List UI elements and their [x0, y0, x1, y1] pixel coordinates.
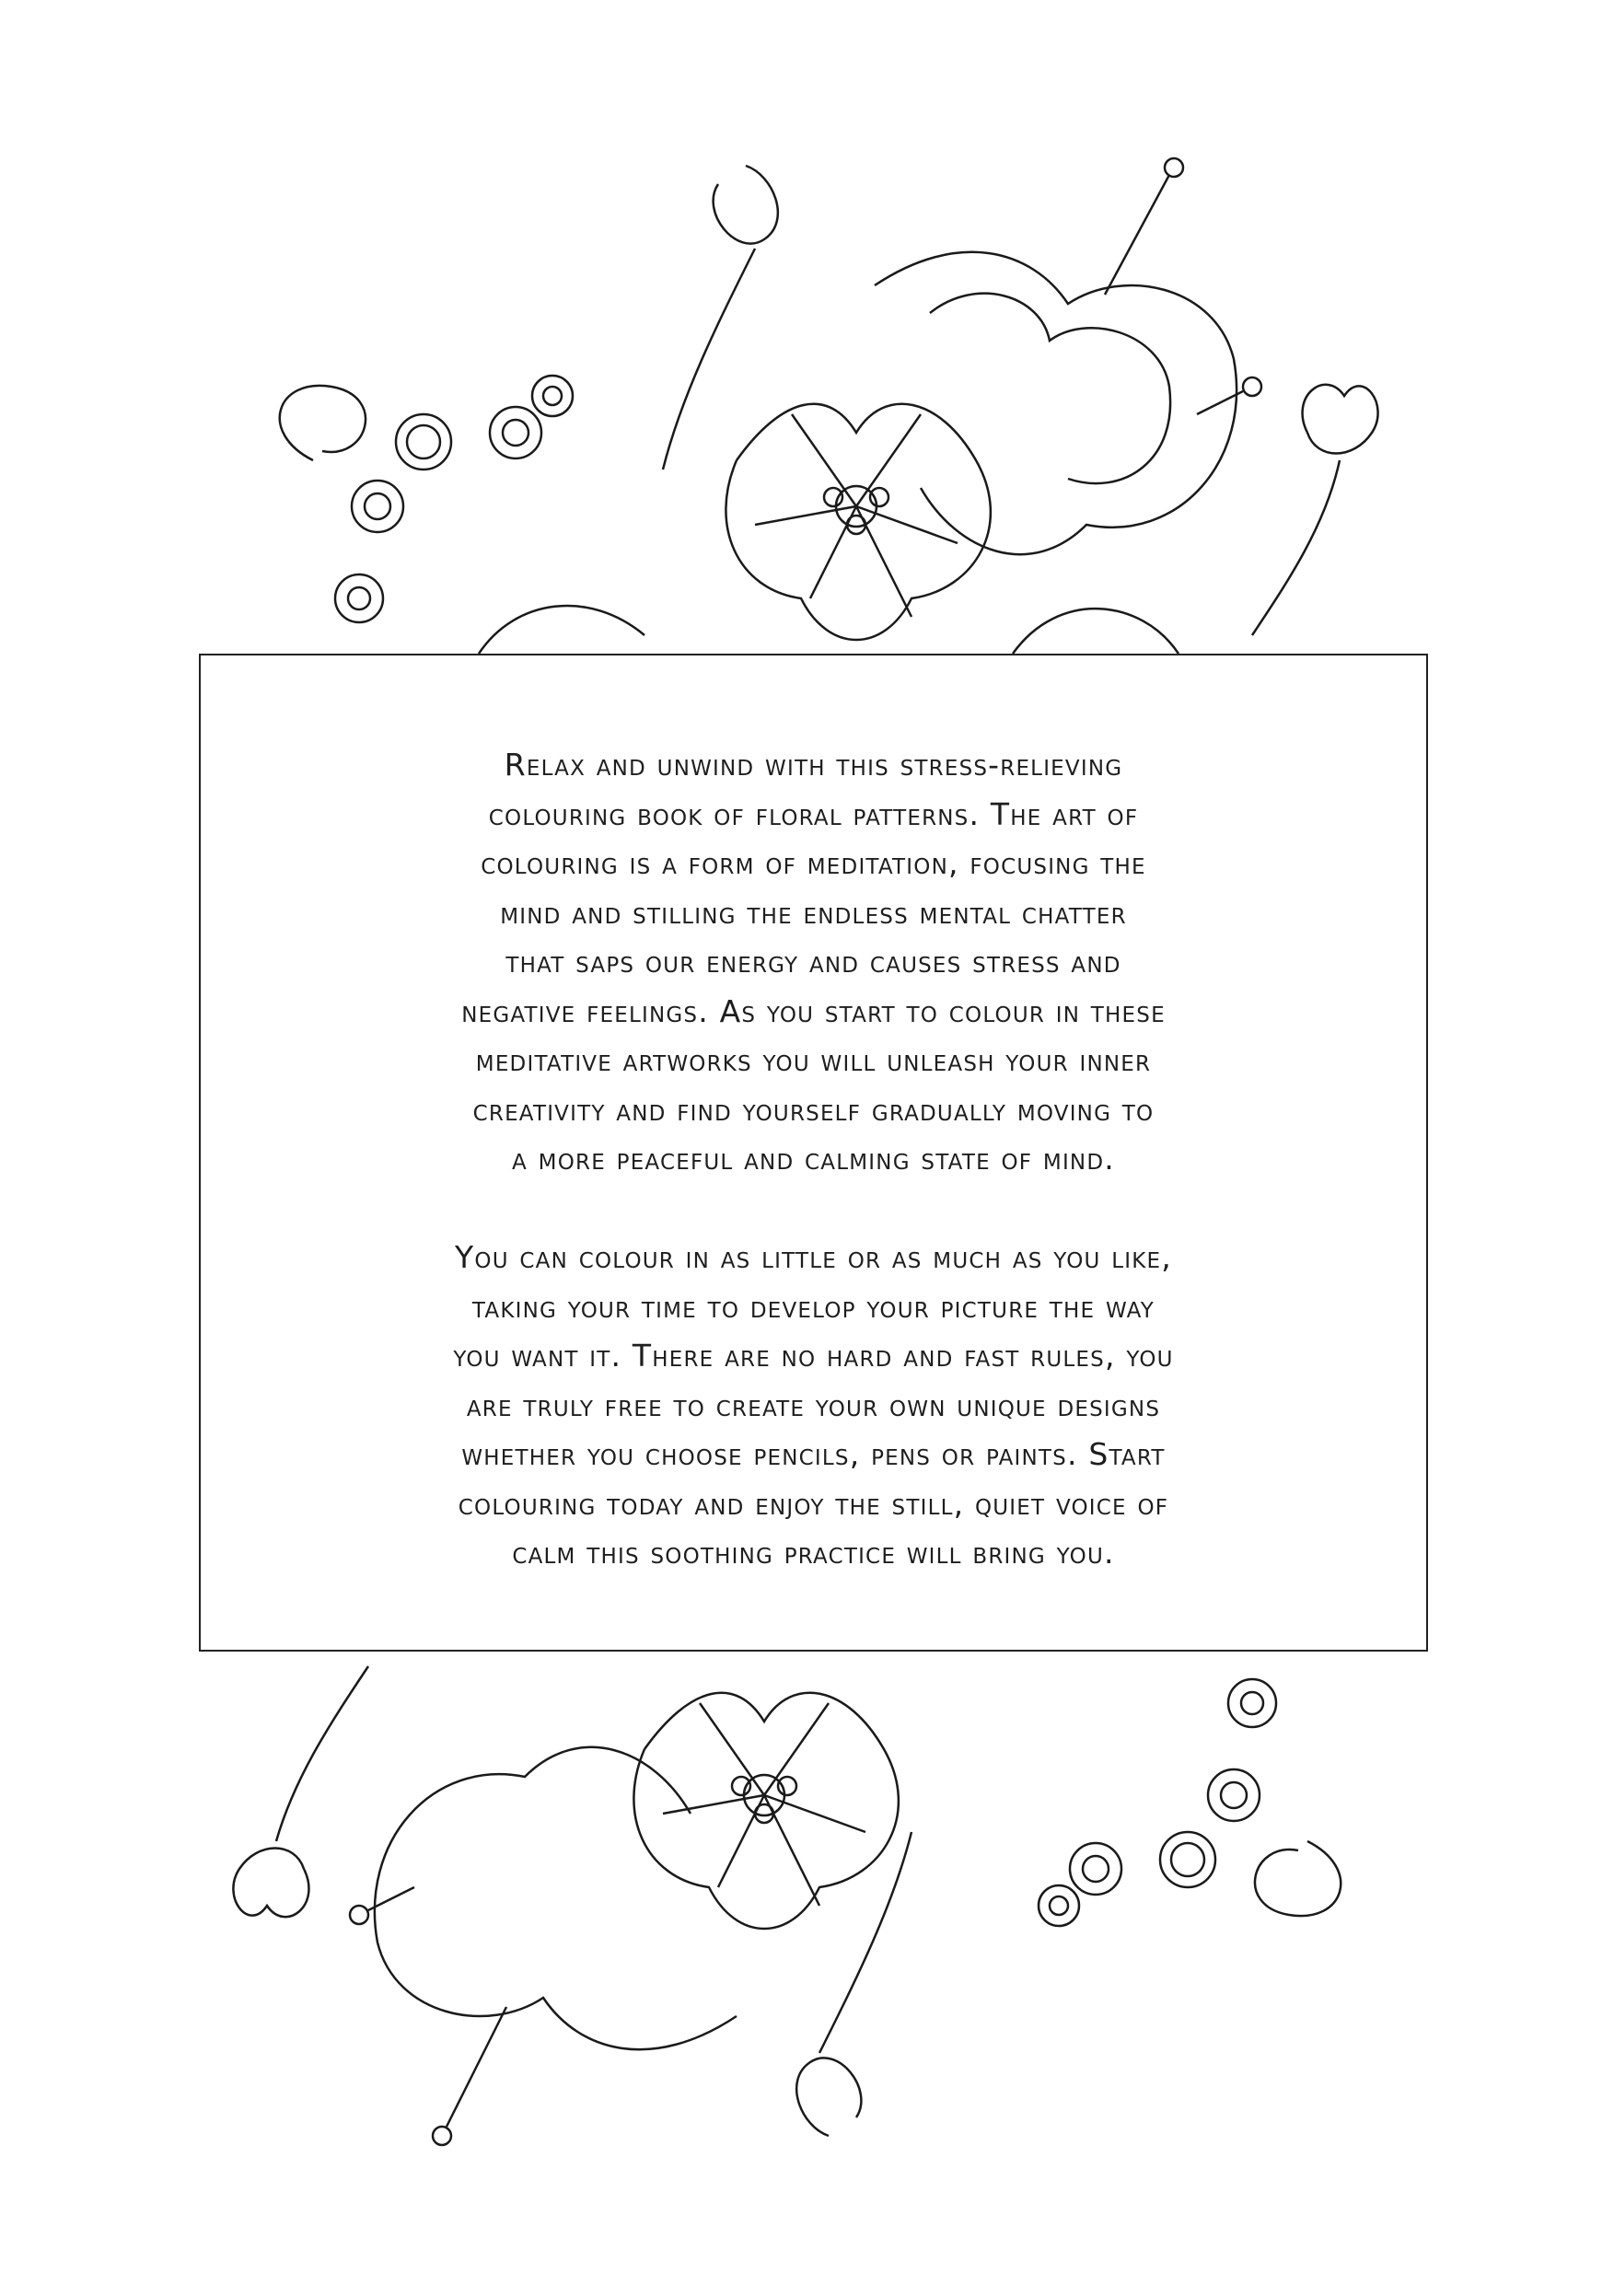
- text-line: meditative artworks you will unleash your inner: [475, 1042, 1152, 1078]
- floral-illustration-top: [0, 157, 1614, 672]
- text-line: a more peaceful and calming state of mind.: [512, 1141, 1115, 1177]
- text-line: colouring today and enjoy the still, quiet voice of: [458, 1485, 1169, 1522]
- text-line: are truly free to create your own unique designs: [466, 1386, 1161, 1423]
- text-line: Relax and unwind with this stress-relieving: [504, 747, 1123, 783]
- text-line: You can colour in as little or as much as you like,: [455, 1239, 1172, 1275]
- intro-text-box: [199, 654, 1428, 1652]
- text-line: calm this soothing practice will bring you.: [512, 1535, 1115, 1571]
- floral-illustration-bottom: [0, 1639, 1614, 2154]
- text-line: creativity and find yourself gradually moving to: [472, 1091, 1155, 1128]
- text-line: you want it. There are no hard and fast rules, you: [453, 1338, 1174, 1374]
- text-line: whether you choose pencils, pens or paints. Start: [461, 1436, 1166, 1472]
- text-line: that saps our energy and causes stress and: [505, 944, 1121, 980]
- text-line: taking your time to develop your picture the way: [471, 1288, 1155, 1325]
- text-line: colouring is a form of meditation, focusing the: [481, 845, 1146, 881]
- intro-paragraph-2: [201, 1233, 1426, 1578]
- intro-paragraph-1: [201, 740, 1426, 1184]
- text-line: mind and stilling the endless mental chatter: [500, 894, 1127, 931]
- text-line: negative feelings. As you start to colour in these: [461, 992, 1166, 1029]
- text-line: colouring book of floral patterns. The art of: [488, 795, 1139, 832]
